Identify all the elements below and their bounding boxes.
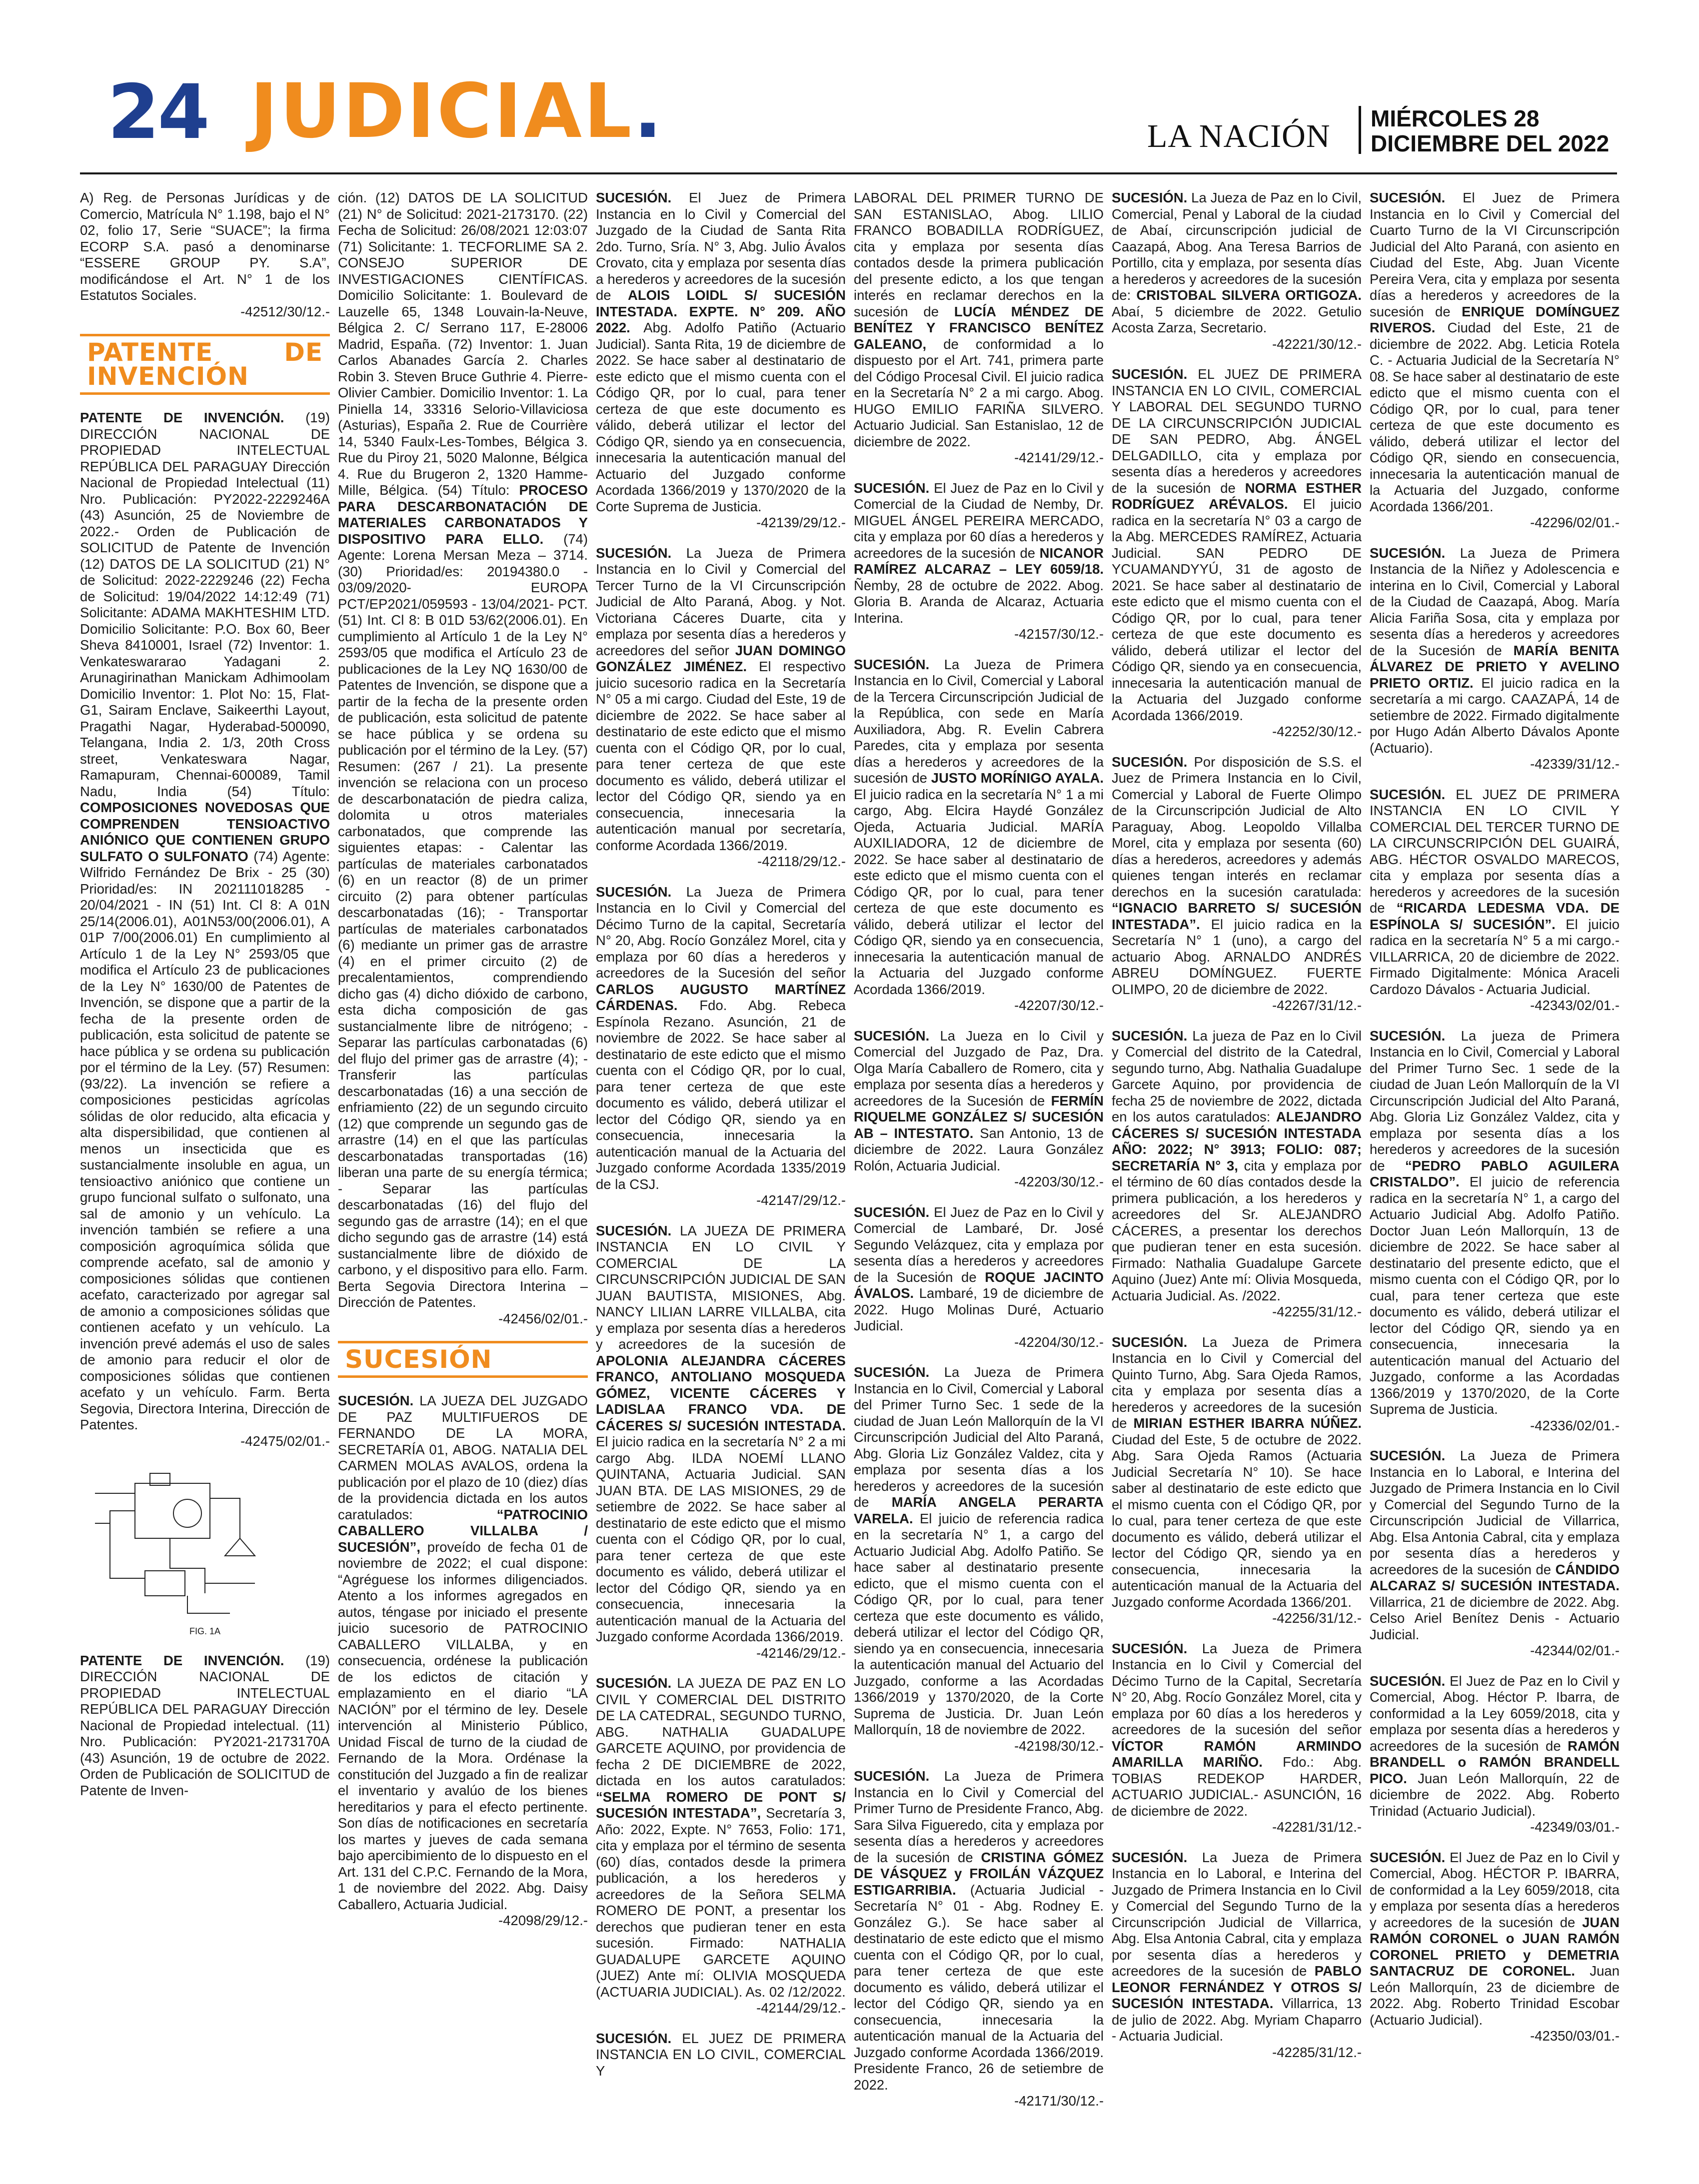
notice-text: A) Reg. de Personas Jurídicas y de Comercio, Matrícula N° 1.198, bajo el N° 02, folio 17, Serie “SUACE”; la firma ECORP S.A. pasó a denominarse “ESSERE GROUP PY. S.A”, modificándose el Art. N° 1 de los Estatutos Sociales. [80,190,330,303]
notice-text: La Jueza de Primera Instancia en lo Laboral, e Interina del Juzgado de Primera Instancia en lo Civil y Comercial del Segundo Turno de la Circunscripción Judicial de Villarrica, Abg. Elsa Antonia Cabral, cita y emplaza por sesenta días a herederos y acreedores de la sucesión de [1112,1849,1362,1979]
section-heading-sucesion: SUCESIÓN [338,1341,588,1378]
notice-text: La Jueza de Primera Instancia en lo Civil, Comercial y Laboral del Primer Turno Sec. 1 sede de la ciudad de Juan León Mallorquín de la VI Circunscripción Judicial del Alto Paraná, Abg. Gloria Liz González Valdez, cita y emplaza por sesenta días a los herederos y acreedores de la sucesión de [854,1364,1104,1510]
notice-ref: -42198/30/12.- [1014,1738,1104,1754]
notice-subject: ALEJANDRO CÁCERES S/ SUCESIÓN INTESTADA AÑO: 2022; N° 3913; FOLIO: 087; SECRETARÍA N° 3, [1112,1109,1362,1173]
notice-ref: -42147/29/12.- [756,1192,846,1208]
notice-text: La jueza de Primera Instancia en lo Civil, Comercial y Laboral del Primer Turno Sec. 1 sede de la ciudad de Juan León Mallorquín de la VI Circunscripción Judicial del Alto Paraná, Abg. Gloria Liz González Valdez, cita y emplaza por sesenta días a los herederos y acreedores de la sucesión de [1370,1028,1620,1173]
notice-ref: -42512/30/12.- [240,303,330,319]
column-6 [1370,190,1620,2154]
notice-ref: -42343/02/01.- [1530,998,1620,1013]
notice-heading: SUCESIÓN. [1370,545,1446,561]
notice [854,1204,1104,1351]
notice-subject: MARÍA BENITA ÁLVAREZ DE PRIETO Y AVELINO PRIETO ORTIZ. [1370,642,1620,691]
notice-ref: -42255/31/12.- [1272,1304,1362,1319]
notice-text: LA JUEZA DE PRIMERA INSTANCIA EN LO CIVIL Y COMERCIAL DE LA CIRCUNSCRIPCIÓN JUDICIAL DE SAN JUAN BAUTISTA, MISIONES, Abg. NANCY LILIAN LARRE VILLALBA, cita y emplaza por sesenta días a herederos y acreedores de la sucesión de [596,1222,846,1352]
notice-subject: APOLONIA ALEJANDRA CÁCERES FRANCO, ANTOLIANO MOSQUEDA GÓMEZ, VICENTE CÁCERES Y LADISLAA FRANCO VDA. DE CÁCERES S/ SUCESIÓN INTESTADA. [596,1352,846,1433]
notice-subject: FERMÍN RIQUELME GONZÁLEZ S/ SUCESIÓN AB – INTESTATO. [854,1092,1104,1141]
notice-text: EL JUEZ DE PRIMERA INSTANCIA EN LO CIVIL Y COMERCIAL DEL TERCER TURNO DE LA CIRCUNSCRIPCIÓN DEL GUAIRÁ, ABG. HÉCTOR OSVALDO MARECOS, cita y emplaza por sesenta días a herederos y acreedores de la sucesión de [1370,786,1620,916]
notice-text: La Jueza de Primera Instancia en lo Civil y Comercial del Quinto Turno, Abg. Sara Ojeda Ramos, cita y emplaza por sesenta días a herederos y acreedores de la sucesión de [1112,1334,1362,1431]
notice-heading: SUCESIÓN. [596,1675,672,1691]
notice [1370,1028,1620,1434]
notice-text: El juicio radica en la Secretaría N° 1 (uno), a cargo del actuario Abog. ARNALDO ANDRÉS ABREU DOMÍNGUEZ. FUERTE OLIMPO, 20 de diciembre de 2022. [1112,916,1362,997]
notice-subject: “PATROCINIO CABALLERO VILLALBA / SUCESIÓN”, [338,1506,588,1555]
notice-heading: SUCESIÓN. [596,1222,672,1238]
notice [338,190,588,1327]
notice-text: El Juez de Primera Instancia en lo Civil y Comercial del Cuarto Turno de la VI Circunscripción Judicial del Alto Paraná, con asiento en Ciudad del Este, Abg. Juan Vicente Pereira Vera, cita y emplaza por sesenta días a herederos y acreedores de la sucesión de [1370,190,1620,319]
notice-ref: -42157/30/12.- [1014,626,1104,642]
notice-subject: CRISTINA GÓMEZ DE VÁSQUEZ y FROILÁN VÁZQUEZ ESTIGARRIBIA. [854,1849,1104,1898]
notice-text: El respectivo juicio sucesorio radica en la Secretaría N° 05 a mi cargo. Ciudad del Este, 19 de diciembre de 2022. Se hace saber al destinatario de este edicto que el mismo cuenta con el Código QR, por lo cual, para tener certeza de que este documento es válido, deberá utilizar el lector del Código QR, siendo ya en consecuencia, innecesaria la autenticación manual por secretaría, conforme Acordada 1366/2019. [596,659,846,853]
column-3 [596,190,846,2154]
column-2 [338,190,588,2154]
notice-ref: -42221/30/12.- [1272,336,1362,352]
notice-heading: SUCESIÓN. [854,480,930,496]
notice-text: (74) Agente: Lorena Mersan Meza – 3714. (30) Prioridad/es: 20194380.0 - 03/09/2020- EUROPA PCT/EP2021/059593 - 13/04/2021- PCT. (51) Int. Cl 8: B 01D 53/62(2006.01). En cumplimiento al Artículo 1 de la Ley N° 2593/05 que modifica el Artículo 23 de publicaciones de la Ley NQ 1630/00 de Patentes de Invención, se dispone que a partir de la fecha de la presente orden de publicación, esta solicitud de patente se hace pública y se ordena su publicación por el término de la Ley. (57) Resumen: (267 / 21). La presente invención se relaciona con un proceso de descarbonatación de piedra caliza, dolomita u otros materiales carbonatados, que comprende las siguientes etapas: - Calentar las partículas de materiales carbonatados (6) en un reactor (8) de un primer circuito (2) para obtener partículas descarbonatadas (16); - Transportar partículas de materiales carbonatados (6) mediante un primer gas de arrastre (4) en el primer circuito (2) de precalentamientos, comprendiendo dicho gas (4) dicho dióxido de carbono, esta dicha composición de gas sustancialmente libre de nitrógeno; - Separar las partículas carbonatadas (6) del flujo del primer gas de arrastre (4); - Transferir las partículas descarbonatadas (16) a una sección de enfriamiento (22) de un segundo circuito (12) que comprende un segundo gas de arrastre (14) en el que las partículas descarbonatadas transportadas (16) liberan una parte de su energía térmica; - Separar las partículas descarbonatadas (16) del flujo del segundo gas de arrastre (14); en el que dicho segundo gas de arrastre (14) está sustancialmente libre de dióxido de carbono, y el dispositivo para ello. Farm. Berta Segovia Directora Interina – Dirección de Patentes. [338,531,588,1310]
notice [1112,1850,1362,2061]
notice [1370,1673,1620,1836]
notice [1370,1850,1620,2045]
section-title-dot: . [633,68,664,155]
notice-subject: CARLOS AUGUSTO MARTÍNEZ CÁRDENAS. [596,981,846,1013]
notice-subject: “IGNACIO BARRETO S/ SUCESIÓN INTESTADA”. [1112,900,1362,932]
notice [854,1364,1104,1754]
notice-text: La jueza de Paz en lo Civil y Comercial del distrito de la Catedral, segundo turno, Abg. Nathalia Guadalupe Garcete Aquino, por providencia de fecha 25 de noviembre de 2022, dictada en los autos caratulados: [1112,1028,1362,1124]
notice-text: Juan León Mallorquín, 22 de diciembre de 2022. Abg. Roberto Trinidad (Actuario Judicial). [1370,1770,1620,1819]
notice-text: Ciudad del Este, 21 de diciembre de 2022. Abg. Leticia Rotela C. - Actuaria Judicial de la Secretaría N° 08. Se hace saber al destinatario de este edicto que el mismo cuenta con el Código QR, por lo cual, para tener certeza de que este documento es válido, deberá utilizar el lector del Código QR, siendo en consecuencia, innecesaria la autenticación manual de la Actuaria del Juzgado, conforme Acordada 1366/201. [1370,320,1620,514]
notice-text: La Jueza de Primera Instancia en lo Civil y Comercial del Décimo Turno de la capital, Secretaría N° 20, Abg. Rocío González Morel, cita y emplaza por 60 días a herederos y acreedores de la Sucesión del señor [596,884,846,981]
notice [1370,787,1620,1014]
notice-heading: PATENTE DE INVENCIÓN. [80,1652,284,1668]
notice-heading: SUCESIÓN. [1112,754,1188,770]
column-1 [80,190,330,2154]
notice-text: LA JUEZA DE PAZ EN LO CIVIL Y COMERCIAL DEL DISTRITO DE LA CATEDRAL, SEGUNDO TURNO, ABG. NATHALIA GUADALUPE GARCETE AQUINO, por providencia de fecha 2 DE DICIEMBRE de 2022, dictada en los autos caratulados: [596,1675,846,1788]
notice-subject: LUCÍA MÉNDEZ DE BENÍTEZ Y FRANCISCO BENÍTEZ GALEANO, [854,303,1104,352]
notice-text: El juicio de referencia radica en la secretaría N° 1, a cargo del Actuario Judicial Abg. Adolfo Patiño. Se hace saber al destinatario presente edicto, que el mismo cuenta con el Código QR, por lo cual, para tener certeza que este documento es válido, deberá utilizar el lector del Código QR, siendo ya en consecuencia, innecesaria la autenticación manual del Actuario del Juzgado, conforme a las Acordadas 1366/2019 y 1370/2020, de la Corte Suprema de Justicia. Dr. Juan León Mallorquín, 18 de noviembre de 2022. [854,1510,1104,1737]
notice-text: ción. (12) DATOS DE LA SOLICITUD (21) N° de Solicitud: 2021-2173170. (22) Fecha de Solicitud: 26/08/2021 12:03:07 (71) Solicitante: 1. TECFORLIME SA 2. CONSEJO SUPERIOR DE INVESTIGACIONES CIENTÍFICAS. Domicilio Solicitante: 1. Boulevard de Lauzelle 65, 1348 Louvain-la-Neuve, Bélgica 2. C/ Serrano 117, E-28006 Madrid, España. (72) Inventor: 1. Juan Carlos Abanades García 2. Charles Robin 3. Steven Bruce Guthrie 4. Pierre- Olivier Cambier. Domicilio Inventor: 1. La Piniella 14, 33316 Selorio-Villaviciosa (Asturias), España 2. Rue de Courrière 14, 5340 Faulx-Les-Tombes, Bélgica 3. Rue du Piroy 21, 5020 Malonne, Bélgica 4. Rue du Brugeron 2, 1320 Hamme-Mille, Bélgica. (54) Título: [338,190,588,498]
notice-ref: -42098/29/12.- [498,1913,588,1928]
notice-ref: -42141/29/12.- [1014,450,1104,465]
notice [1112,1028,1362,1320]
notice-heading: PATENTE DE INVENCIÓN. [80,410,284,425]
notice-heading: SUCESIÓN. [854,1768,930,1784]
notice-subject: VÍCTOR RAMÓN ARMINDO AMARILLA MARIÑO. [1112,1738,1362,1770]
notice-text: San Antonio, 13 de diciembre de 2022. Laura González Rolón, Actuaria Judicial. [854,1125,1104,1173]
notice-heading: SUCESIÓN. [1370,190,1446,205]
header-divider [1359,106,1361,154]
notice [596,1223,846,1662]
notice [596,2031,846,2080]
notice-text: El juicio radica en la secretaría N° 5 a mi cargo.- VILLARRICA, 20 de diciembre de 2022. Firmado Digitalmente: Mónica Araceli Cardozo Dávalos - Actuaria Judicial. [1370,916,1620,997]
notice-text: El juicio de referencia radica en la secretaría N° 1, a cargo del Actuario Judicial Abg. Adolfo Patiño. Doctor Juan León Mallorquín, 13 de diciembre de 2022. Se hace saber al destinatario del presente edicto, que el mismo cuenta con el Código QR, por lo cual, para tener certeza que este documento es válido, deberá utilizar el lector del Código QR, siendo ya en consecuencia, innecesaria la autenticación manual del Actuario del Juzgado, conforme a las Acordadas 1366/2019 y 1370/2020, de la Corte Suprema de Justicia. [1370,1174,1620,1417]
notice-ref: -42344/02/01.- [1530,1643,1620,1658]
notice-heading: SUCESIÓN. [1112,366,1188,382]
notice-subject: MIRIAN ESTHER IBARRA NÚÑEZ. [1133,1415,1362,1431]
notice-ref: -42118/29/12.- [757,854,846,869]
notice-subject: PROCESO PARA DESCARBONATACIÓN DE MATERIALES CARBONATADOS Y DISPOSITIVO PARA ELLO. [338,482,588,547]
notice-subject: ENRIQUE DOMÍNGUEZ RIVEROS. [1370,303,1620,335]
notice-text: Fdo. Abg. Rebeca Espínola Rezano. Asunción, 21 de noviembre de 2022. Se hace saber al destinatario de este edicto que el mismo cuenta con el Código QR, por lo cual, para tener certeza de que este documento es válido, deberá utilizar el lector del Código QR, siendo ya en consecuencia, innecesaria la autenticación manual de la Actuaria del Juzgado conforme Acordada 1335/2019 de la CSJ. [596,998,846,1192]
notice-text: Ñemby, 28 de octubre de 2022. Abog. Gloria B. Aranda de Alcaraz, Actuaria Interina. [854,577,1104,626]
date-month-year: DICIEMBRE DEL 2022 [1371,130,1610,156]
notice-ref: -42207/30/12.- [1014,998,1104,1013]
notice-subject: PABLO LEONOR FERNÁNDEZ Y OTROS S/ SUCESIÓN INTESTADA. [1112,1963,1362,2011]
notice-text: (74) Agente: Wilfrido Fernández De Brix - 25 (30) Prioridad/es: IN 202111018285 - 20/04/2021 - IN (51) Int. Cl 8: A 01N 25/14(2006.01), A01N53/00(2006.01), A 01P 7/00(2006.01) En cumplimiento al Artículo 1 de la Ley N° 2593/05 que modifica el Artículo 23 de publicaciones de la Ley N° 1630/00 de Patentes de Invención, se dispone que a partir de la fecha de la presente orden de publicación, esta solicitud de patente se hace pública y se ordena su publicación por el término de la Ley. (57) Resumen:(93/22). La invención se refiere a composiciones pesticidas agrícolas sólidas de olor reducido, alta eficacia y alta dispersibilidad, que contienen al menos un insecticida que es sustancialmente insoluble en agua, un tensioactivo aniónico que contiene un grupo funcional sulfato o sulfonato, una sal de amonio y un vehículo. La invención también se refiere a una composición agroquímica sólida que comprende acefato, sal de amonio y composiciones sólidas que contienen acefato, caracterizado por agregar sal de amonio a composiciones sólidas que contienen acefato y un vehículo. La invención prevé además el uso de sales de amonio para reducir el olor de composiciones sólidas que contienen acefato y un vehículo. Farm. Berta Segovia, Directora Interina, Dirección de Patentes. [80,848,330,1432]
notice-ref: -42204/30/12.- [1014,1334,1104,1350]
notice-subject: JUAN DOMINGO GONZÁLEZ JIMÉNEZ. [596,642,846,674]
notice-heading: SUCESIÓN. [596,2030,672,2046]
section-title-text: JUDICIAL [250,68,634,155]
notice-text: Villarrica, 21 de diciembre de 2022. Abg. Celso Ariel Benítez Denis - Actuario Judicial. [1370,1594,1620,1642]
notice-text: La Jueza en lo Civil y Comercial del Juzgado de Paz, Dra. Olga María Caballero de Romero, cita y emplaza por sesenta días a herederos y acreedores de la Sucesión de [854,1028,1104,1108]
notice-heading: SUCESIÓN. [854,1204,930,1220]
notice-text: Abaí, 5 diciembre de 2022. Getulio Acosta Zarza, Secretario. [1112,303,1362,335]
notice-subject: ALOIS LOIDL S/ SUCESIÓN INTESTADA. EXPTE. N° 209. AÑO 2022. [596,287,846,335]
notice-text: El juicio radica en la secretaría a mi cargo. CAAZAPÁ, 14 de setiembre de 2022. Firmado digitalmente por Hugo Adán Alberto Dávalos Aponte (Actuario). [1370,675,1620,756]
notice [80,190,330,320]
notice [1112,366,1362,740]
notice-ref: -42146/29/12.- [756,1645,846,1661]
patent-figure [80,1463,330,1640]
column-4 [854,190,1104,2154]
notice-heading: SUCESIÓN. [596,190,672,205]
notice-text: El juicio radica en la secretaría N° 2 a mi cargo Abg. ILDA NOEMÍ LLANO QUINTANA, Actuaria Judicial. SAN JUAN BTA. DE LAS MISIONES, 29 de setiembre de 2022. Se hace saber al destinatario de este edicto que el mismo cuenta con el Código QR, por lo cual, para tener certeza de que este documento es válido, deberá utilizar el lector del Código QR, siendo ya en consecuencia, innecesaria la autenticación manual de la Actuaria del Juzgado conforme Acordada 1366/2019. [596,1434,846,1644]
section-heading-patente: PATENTE DE INVENCIÓN [80,334,330,395]
notice [854,480,1104,643]
notice-ref: -42285/31/12.- [1272,2044,1362,2060]
notice-heading: SUCESIÓN. [1112,1640,1188,1656]
notice-subject: ROQUE JACINTO ÁVALOS. [854,1269,1104,1301]
notice-text: La Jueza de Primera Instancia en lo Civil y Comercial del Primer Turno de Presidente Franco, Abg. Sara Silva Figueredo, cita y emplaza por sesenta días a herederos y acreedores de la sucesión de [854,1768,1104,1865]
notice-text: LABORAL DEL PRIMER TURNO DE SAN ESTANISLAO, Abog. LILIO FRANCO BOBADILLA RODRÍGUEZ, cita y emplaza por sesenta días contados desde la primera publicación del presente edicto, a los que tengan interés en reclamar derechos en la sucesión de [854,190,1104,319]
notice-text: cita y emplaza por el término de 60 días contados desde la primera publicación, a los herederos y acreedores del Sr. ALEJANDRO CÁCERES, a presentar los derechos que pudieran tener en esta sucesión. Firmado: Nathalia Guadalupe Garcete Aquino (Juez) Ante mí: Olivia Mosqueda, Actuaria Judicial. As. /2022. [1112,1157,1362,1303]
notice-heading: SUCESIÓN. [1112,1334,1188,1350]
notice [1370,545,1620,773]
notice-subject: “PEDRO PABLO AGUILERA CRISTALDO”. [1370,1157,1620,1189]
notice-ref: -42139/29/12.- [756,515,846,530]
notice [854,657,1104,1014]
notice-subject: NICANOR RAMÍREZ ALCARAZ – LEY 6059/18. [854,545,1104,577]
notice-ref: -42252/30/12.- [1272,724,1362,739]
notice-text: La Jueza de Primera Instancia en lo Laboral, e Interina del Juzgado de Primera Instancia en lo Civil y Comercial del Segundo Turno de la Circunscripción Judicial de Villarrica, Abg. Elsa Antonia Cabral, cita y emplaza por sesenta días a herederos y acreedores de la sucesión de [1370,1448,1620,1577]
notice-ref: -42296/02/01.- [1530,515,1620,530]
notice-text: La Jueza de Paz en lo Civil, Comercial, Penal y Laboral de la ciudad de Abaí, circunscripción judicial de Caazapá, Abog. Ana Teresa Barrios de Portillo, cita y emplaza, por sesenta días a herederos y acreedores de la sucesión de: [1112,190,1362,303]
notice-text: La Jueza de Primera Instancia en lo Civil, Comercial y Laboral de la Tercera Circunscripción Judicial de la República, con sede en María Auxiliadora, Abg. R. Evelin Cabrera Paredes, cita y emplaza por sesenta días a herederos y acreedores de la sucesión de [854,656,1104,786]
notice-text: La Jueza de Primera Instancia en lo Civil y Comercial del Tercer Turno de la VI Circunscripción Judicial de Alto Paraná, Abog. y Not. Victoriana Cáceres Duarte, cita y emplaza por sesenta días a herederos y acreedores del señor [596,545,846,658]
notice-heading: SUCESIÓN. [1112,1028,1188,1044]
notice [854,1768,1104,2110]
notice-ref: -42144/29/12.- [756,2000,846,2016]
notice-ref: -42336/02/01.- [1530,1417,1620,1433]
notice-subject: JUSTO MORÍNIGO AYALA. [931,770,1104,786]
notice-subject: JUAN RAMÓN CORONEL o JUAN RAMÓN CORONEL PRIETO y DEMETRIA SANTACRUZ DE CORONEL. [1370,1914,1620,1979]
notice [1370,190,1620,531]
notice-heading: SUCESIÓN. [854,1028,930,1044]
notice-text: Villarrica, 13 de julio de 2022. Abg. Myriam Chaparro - Actuaria Judicial. [1112,1996,1362,2044]
notice-text: Abg. Adolfo Patiño (Actuario Judicial). Santa Rita, 19 de diciembre de 2022. Se hace saber al destinatario de este edicto que el mismo cuenta con el Código QR, por lo cual, para tener certeza de que este documento es válido, deberá utilizar el lector del Código QR, siendo ya en consecuencia, innecesaria la autenticación manual del Actuario del Juzgado conforme Acordada 1366/2019 y 1370/2020 de la Corte Suprema de Justicia. [596,320,846,514]
notice-ref: -42349/03/01.- [1530,1819,1620,1835]
notice-subject: “RICARDA LEDESMA VDA. DE ESPÍNOLA S/ SUCESIÓN”. [1370,900,1620,932]
notice-text: Secretaría 3, Año: 2022, Expte. N° 7653, Folio: 171, cita y emplaza por el término de sesenta (60) días, contados desde la primera publicación, a los herederos y acreedores de la Señora SELMA ROMERO DE PONT, a presentar los derechos que pudieran tener en esta sucesión. Firmado: NATHALIA GUADALUPE GARCETE AQUINO (JUEZ) Ante mí: OLIVIA MOSQUEDA (ACTUARIA JUDICIAL). As. 02 /12/2022. [596,1805,846,2000]
section-title [250,68,664,155]
notice-text: proveído de fecha 01 de noviembre de 2022; el cual dispone: “Agréguese los informes diligenciados. Atento a los informes agregados en autos, téngase por iniciado el presente juicio sucesorio de PATROCINIO CABALLERO VILLALBA, y en consecuencia, ordénese la publicación de los edictos de citación y emplazamiento en el diario “LA NACIÓN” por el término de ley. Desele intervención al Ministerio Público, Unidad Fiscal de turno de la ciudad de Fernando de la Mora. Ordénase la constitución del Juzgado a fin de realizar el inventario y avalúo de los bienes hereditarios y para el efecto pertinente. Son días de notificaciones en secretaría los martes y jueves de cada semana bajo apercibimiento de lo dispuesto en el Art. 131 del C.P.C. Fernando de la Mora, 1 de noviembre del 2022. Abg. Daisy Caballero, Actuaria Judicial. [338,1539,588,1912]
notice-heading: SUCESIÓN. [1112,1849,1188,1865]
notice-text: LA JUEZA DEL JUZGADO DE PAZ MULTIFUEROS DE FERNANDO DE LA MORA, SECRETARÍA 01, ABOG. NATALIA DEL CARMEN MOLAS AVALOS, ordena la publicación por el plazo de 10 (diez) días de la providencia dictada en los autos caratulados: [338,1393,588,1522]
notice-subject: NORMA ESTHER RODRÍGUEZ ARÉVALOS. [1112,480,1362,512]
notice-ref: -42350/03/01.- [1530,2028,1620,2044]
notice [1112,190,1362,352]
notice-ref: -42203/30/12.- [1014,1174,1104,1189]
figure-caption: FIG. 1A [189,1626,220,1636]
notice [596,884,846,1209]
notice-heading: SUCESIÓN. [1370,1028,1446,1044]
notice [596,1675,846,2017]
notice-text: Fdo.: Abg. TOBIAS REDEKOP HARDER, ACTUARIO JUDICIAL.- ASUNCIÓN, 16 de diciembre de 2022. [1112,1754,1362,1819]
notice-text: El Juez de Primera Instancia en lo Civil y Comercial del Juzgado de la Ciudad de Santa Rita 2do. Turno, Sría. N° 3, Abg. Julio Ávalos Crovato, cita y emplaza por sesenta días a herederos y acreedores de la sucesión de [596,190,846,303]
notice-ref: -42256/31/12.- [1272,1610,1362,1626]
notice-ref: -42456/02/01.- [498,1310,588,1326]
notice-subject: RAMÓN BRANDELL o RAMÓN BRANDELL PICO. [1370,1738,1620,1786]
notice-text: Lambaré, 19 de diciembre de 2022. Hugo Molinas Duré, Actuario Judicial. [854,1285,1104,1333]
notice-text: El Juez de Paz en lo Civil y Comercial, Abog. Héctor P. Ibarra, de conformidad a la Ley 6059/2018, cita y emplaza por sesenta días a herederos y acreedores de la sucesión de [1370,1673,1620,1754]
header-rule [80,172,1617,174]
notice [80,1653,330,1799]
notice-text: (19) DIRECCIÓN NACIONAL DE PROPIEDAD INTELECTUAL REPÚBLICA DEL PARAGUAY Dirección Nacional de Propiedad Intelectual (11) Nro. Publicación: PY2022-2229246A (43) Asunción, 25 de Noviembre de 2022.- Orden de Publicación de SOLICITUD de Patente de Invención (12) DATOS DE LA SOLICITUD (21) N° de Solicitud: 2022-2229246 (22) Fecha de Solicitud: 19/04/2022 14:12:49 (71) Solicitante: ADAMA MAKHTESHIM LTD. Domicilio Solicitante: P.O. Box 60, Beer Sheva 8410001, Israel (72) Inventor: 1. Venkateswararao Yadagani 2. Arunagirinathan Manickam Adhimoolam Domicilio Inventor: 1. Plot No: 15, Flat-G1, Sairam Enclave, Saikeerthi Layout, Pragathi Nagar, Hyderabad-500090, Telangana, India 2. 1/3, 20th Cross street, Venkateswara Nagar, Ramapuram, Chennai-600089, Tamil Nadu, India (54) Título: [80,410,330,799]
notice [596,545,846,870]
notice-text: El juicio radica en la secretaría N° 03 a cargo de la Abg. MERCEDES RAMÍREZ, Actuaria Judicial. SAN PEDRO DE YCUAMANDYYÚ, 31 de agosto de 2021. Se hace saber al destinatario de este edicto que el mismo cuenta con el Código QR, por lo cual, para tener certeza de que este documento es válido, deberá utilizar el lector del Código QR, siendo ya en consecuencia, innecesaria la autenticación manual de la Actuaria del Juzgado conforme Acordada 1366/2019. [1112,496,1362,723]
notice-ref: -42281/31/12.- [1272,1819,1362,1835]
notice-text: de conformidad a lo dispuesto por el Art. 741, primera parte del Código Procesal Civil. El juicio radica en la Secretaría N° 2 a mi cargo. Abog. HUGO EMILIO FARIÑA SILVERO. Actuario Judicial. San Estanislao, 12 de diciembre de 2022. [854,336,1104,449]
notice-heading: SUCESIÓN. [596,545,672,561]
notice-subject: COMPOSICIONES NOVEDOSAS QUE COMPRENDEN TENSIOACTIVO ANIÓNICO QUE CONTIENEN GRUPO SULFATO O SULFONATO [80,800,330,864]
notice-heading: SUCESIÓN. [1370,1673,1446,1689]
notice-subject: MARÍA ANGELA PERARTA VARELA. [854,1494,1104,1526]
notice-text: EL JUEZ DE PRIMERA INSTANCIA EN LO CIVIL, COMERCIAL Y LABORAL DEL SEGUNDO TURNO DE LA CIRCUNSCRIPCIÓN JUDICIAL DE SAN PEDRO, Abg. ÁNGEL DELGADILLO, cita y emplaza por sesenta días a herederos y acreedores de la sucesión de [1112,366,1362,496]
patent-drawing [80,1463,290,1628]
notice-subject: “SELMA ROMERO DE PONT S/ SUCESIÓN INTESTADA”, [596,1789,846,1821]
notice [1112,754,1362,1014]
notice-ref: -42339/31/12.- [1530,756,1620,772]
page-number: 24 [107,69,208,156]
notice-text: Por disposición de S.S. el Juez de Primera Instancia en lo Civil, Comercial y Laboral de Fuerte Olimpo de la Circunscripción Judicial de Alto Paraguay, Abog. Leopoldo Villalba Morel, cita y emplaza por sesenta (60) días a herederos, acreedores y además quienes tengan interés en reclamar derechos en la sucesión caratulada: [1112,754,1362,900]
notice-text: El Juez de Paz en lo Civil y Comercial de Lambaré, Dr. José Segundo Velázquez, cita y emplaza por sesenta días a herederos y acreedores de la Sucesión de [854,1204,1104,1285]
notice [1112,1641,1362,1836]
notice-text: Ciudad del Este, 5 de octubre de 2022. Abg. Sara Ojeda Ramos (Actuaria Judicial Secretaría N° 10). Se hace saber al destinatario de este edicto que el mismo cuenta con el Código QR, por lo cual, para tener certeza de que este documento es válido, deberá utilizar el lector del Código QR, siendo ya en consecuencia, innecesaria la autenticación manual de la Actuaria del Juzgado conforme Acordada 1366/201. [1112,1431,1362,1610]
notice [854,1028,1104,1190]
notice-heading: SUCESIÓN. [854,1364,930,1380]
notice [338,1393,588,1929]
notice-heading: SUCESIÓN. [338,1393,414,1408]
notice-text: (19) DIRECCIÓN NACIONAL DE PROPIEDAD INTELECTUAL REPÚBLICA DEL PARAGUAY Dirección Nacional de Propiedad intelectual. (11) Nro. Publicación: PY2021-2173170A (43) Asunción, 19 de octubre de 2022. Orden de Publicación de SOLICITUD de Patente de Inven- [80,1652,330,1798]
notice-text: Juan León Mallorquín, 23 de diciembre de 2022. Abg. Roberto Trinidad Escobar (Actuario Judicial). [1370,1963,1620,2028]
notice-text: El juicio radica en la secretaría N° 1 a mi cargo, Abg. Elcira Haydé González Ojeda, Actuaria Judicial. MARÍA AUXILIADORA, 12 de diciembre de 2022. Se hace saber al destinatario de este edicto que el mismo cuenta con el Código QR, por lo cual, para tener certeza de que este documento es válido, deberá utilizar el lector del Código QR, siendo ya en consecuencia, innecesaria la autenticación manual de la Actuaria del Juzgado conforme Acordada 1366/2019. [854,786,1104,997]
notice-heading: SUCESIÓN. [1370,1849,1446,1865]
notice [596,190,846,531]
notice-heading: SUCESIÓN. [1370,1448,1446,1463]
newspaper-logo: LA NACIÓN [1147,118,1331,154]
notice [1112,1334,1362,1627]
notice [1370,1448,1620,1659]
notice [80,410,330,1449]
notice-text: El Juez de Paz en lo Civil y Comercial de la Ciudad de Nemby, Dr. MIGUEL ÁNGEL PEREIRA MERCADO, cita y emplaza por 60 días a herederos y acreedores de la sucesión de [854,480,1104,561]
notice-heading: SUCESIÓN. [1112,190,1188,205]
notice-text: El Juez de Paz en lo Civil y Comercial, Abog. HÉCTOR P. IBARRA, de conformidad a la Ley 6059/2018, cita y emplaza por sesenta días a herederos y acreedores de la sucesión de [1370,1849,1620,1930]
notice-text: (Actuaria Judicial - Secretaría N° 01 - Abg. Rodney E. González G.). Se hace saber al destinatario de este edicto que el mismo cuenta con el Código QR, por lo cual, para tener certeza de que este documento es válido, deberá utilizar el lector del Código QR, siendo ya en consecuencia, innecesaria la autenticación manual de la Actuaria del Juzgado conforme Acordada 1366/2019. Presidente Franco, 26 de setiembre de 2022. [854,1882,1104,2093]
notice-text: La Jueza de Primera Instancia en lo Civil y Comercial del Décimo Turno de la Capital, Secretaría N° 20, Abg. Rocío González Morel, cita y emplaza por 60 días a los herederos y acreedores de la sucesión del señor [1112,1640,1362,1737]
notice-heading: SUCESIÓN. [596,884,672,900]
page-header [0,0,1699,165]
notice-heading: SUCESIÓN. [1370,786,1446,802]
notice [854,190,1104,466]
date-weekday: MIÉRCOLES 28 [1371,105,1540,131]
publication-date [1371,106,1609,156]
notice-subject: CRISTOBAL SILVERA ORTIGOZA. [1136,287,1362,303]
notice-ref: -42475/02/01.- [240,1433,330,1449]
column-5 [1112,190,1362,2154]
notice-ref: -42267/31/12.- [1272,998,1362,1013]
notice-ref: -42171/30/12.- [1014,2093,1104,2109]
notices-columns [80,190,1620,2154]
notice-text: La Jueza de Primera Instancia de la Niñez y Adolescencia e interina en lo Civil, Comercial y Laboral de la Ciudad de Caazapá, Abog. María Alicia Fariña Sosa, cita y emplaza por sesenta días a herederos y acreedores de la Sucesión de [1370,545,1620,658]
notice-text: EL JUEZ DE PRIMERA INSTANCIA EN LO CIVIL, COMERCIAL Y [596,2030,846,2079]
notice-heading: SUCESIÓN. [854,656,930,672]
notice-subject: CÁNDIDO ALCARAZ S/ SUCESIÓN INTESTADA. [1370,1561,1620,1593]
